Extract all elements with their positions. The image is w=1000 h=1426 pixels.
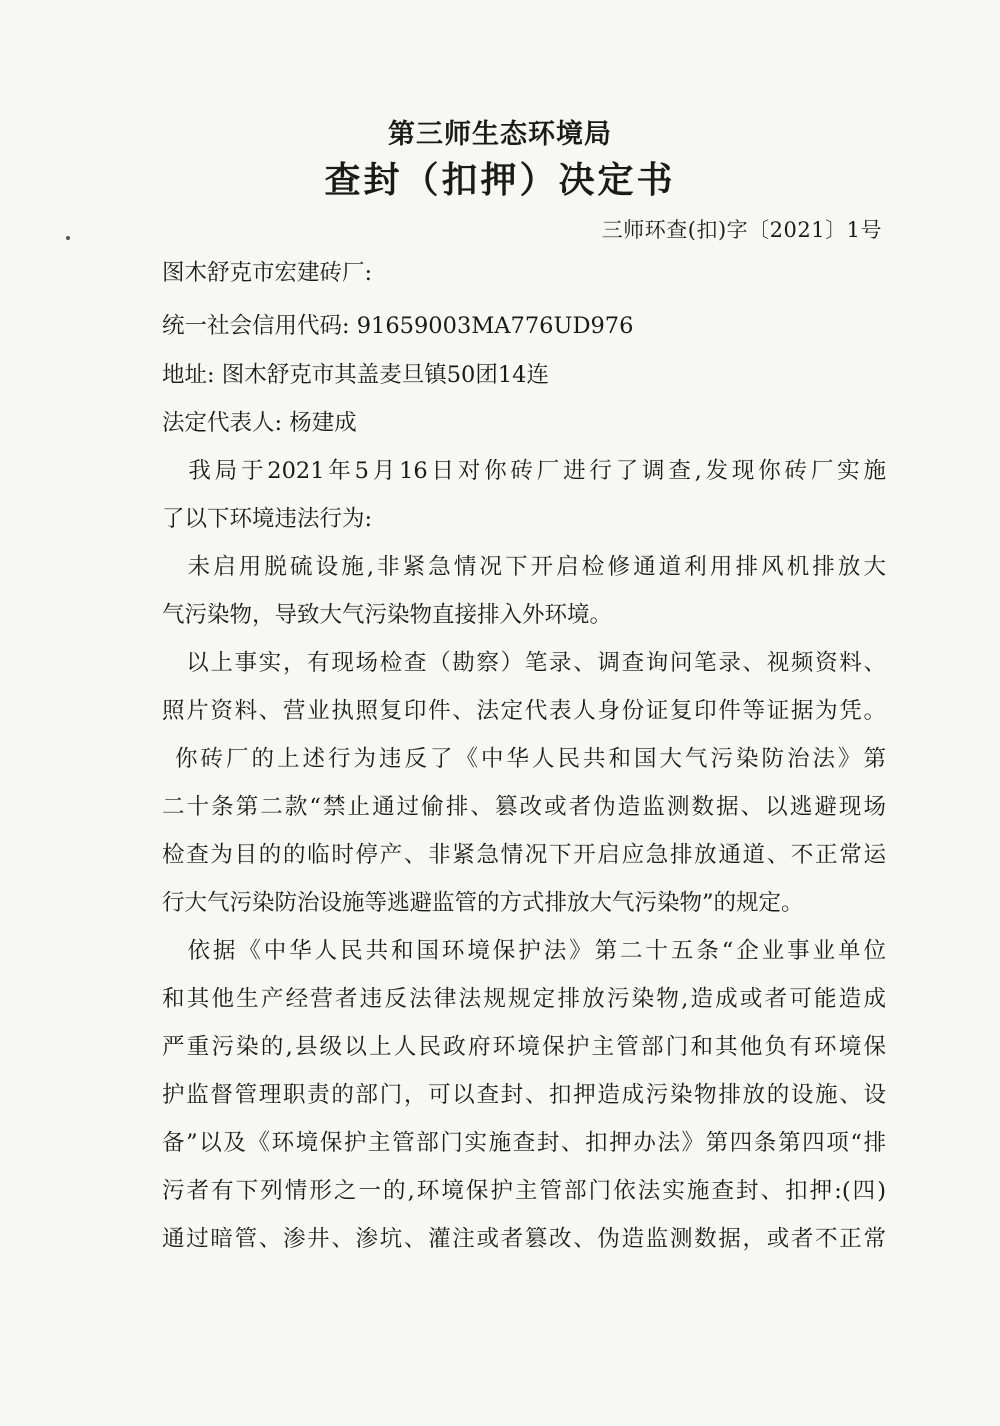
body-line: 和其他生产经营者违反法律法规规定排放污染物,造成或者可能造成 (162, 986, 886, 1012)
organization-title: 第三师生态环境局 (388, 119, 612, 150)
scan-speck (66, 236, 70, 240)
body-line: 严重污染的,县级以上人民政府环境保护主管部门和其他负有环境保 (162, 1034, 886, 1060)
document-number: 三师环查(扣)字〔2021〕1号 (601, 218, 882, 242)
body-line: 检查为目的的临时停产、非紧急情况下开启应急排放通道、不正常运 (162, 842, 886, 868)
body-line: 行大气污染防治设施等逃避监管的方式排放大气污染物”的规定。 (162, 890, 804, 916)
legal-representative-line: 法定代表人: 杨建成 (162, 410, 357, 436)
body-line: 备”以及《环境保护主管部门实施查封、扣押办法》第四条第四项“排 (162, 1130, 886, 1156)
document-title: 查封（扣押）决定书 (324, 159, 676, 201)
addressee-line: 图木舒克市宏建砖厂: (162, 260, 373, 286)
credit-code-line: 统一社会信用代码: 91659003MA776UD976 (162, 313, 634, 339)
body-line: 护监督管理职责的部门，可以查封、扣押造成污染物排放的设施、设 (162, 1082, 886, 1108)
body-line: 照片资料、营业执照复印件、法定代表人身份证复印件等证据为凭。 (162, 698, 886, 724)
body-line: 以上事实，有现场检查（勘察）笔录、调查询问笔录、视频资料、 (162, 650, 886, 676)
body-line: 二十条第二款“禁止通过偷排、篡改或者伪造监测数据、以逃避现场 (162, 794, 886, 820)
body-line: 依据《中华人民共和国环境保护法》第二十五条“企业事业单位 (162, 938, 886, 964)
body-line: 通过暗管、渗井、渗坑、灌注或者篡改、伪造监测数据，或者不正常 (162, 1226, 886, 1252)
body-line: 我局于2021年5月16日对你砖厂进行了调查,发现你砖厂实施 (162, 458, 886, 484)
body-line: 你砖厂的上述行为违反了《中华人民共和国大气污染防治法》第 (175, 746, 886, 772)
address-line: 地址: 图木舒克市其盖麦旦镇50团14连 (162, 362, 549, 388)
body-line: 了以下环境违法行为: (162, 506, 373, 532)
body-line: 未启用脱硫设施,非紧急情况下开启检修通道利用排风机排放大 (162, 554, 886, 580)
body-line: 气污染物，导致大气污染物直接排入外环境。 (162, 602, 613, 628)
body-line: 污者有下列情形之一的,环境保护主管部门依法实施查封、扣押:(四) (162, 1178, 886, 1204)
